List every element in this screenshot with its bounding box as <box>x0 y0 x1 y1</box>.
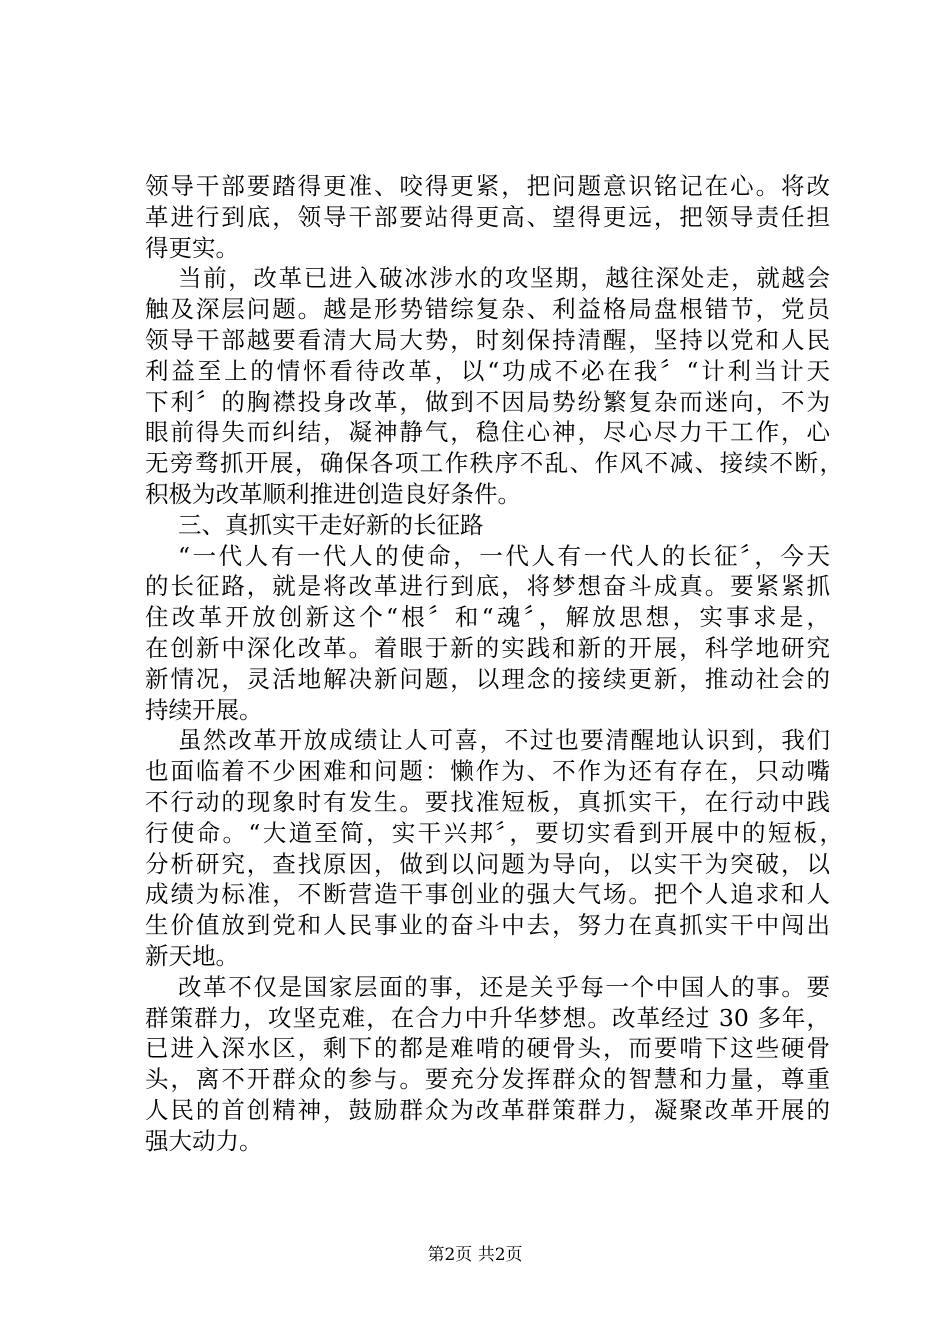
body-text-line: 强大动力。 <box>145 1126 263 1155</box>
body-text-line: 积极为改革顺利推进创造良好条件。 <box>145 479 521 508</box>
document-body <box>145 171 843 1157</box>
body-text-line: 已进入深水区，剩下的都是难啃的硬骨头，而要啃下这些硬骨 <box>145 1034 830 1063</box>
body-text-line: “一代人有一代人的使命，一代人有一代人的长征〞，今天 <box>178 541 830 570</box>
body-text-line: 的长征路，就是将改革进行到底，将梦想奋斗成真。要紧紧抓 <box>145 572 830 601</box>
body-text-line: 得更实。 <box>145 233 239 262</box>
paragraph <box>145 541 830 726</box>
body-text-line: 分析研究，查找原因，做到以问题为导向，以实干为突破，以 <box>145 849 830 878</box>
body-text-line: 持续开展。 <box>145 695 263 724</box>
body-text-line: 成绩为标准，不断营造干事创业的强大气场。把个人追求和人 <box>145 880 830 909</box>
body-text-line: 群策群力，攻坚克难，在合力中升华梦想。改革经过 30 多年， <box>145 1003 830 1032</box>
body-text-line: 新天地。 <box>145 941 239 970</box>
body-text-line: 也面临着不少困难和问题：懒作为、不作为还有存在，只动嘴 <box>145 757 830 786</box>
body-text-line: 虽然改革开放成绩让人可喜，不过也要清醒地认识到，我们 <box>178 726 830 755</box>
paragraph <box>145 972 830 1157</box>
body-text-line: 人民的首创精神，鼓励群众为改革群策群力，凝聚改革开展的 <box>145 1095 830 1124</box>
paragraph <box>145 725 843 971</box>
body-text-line: 生价值放到党和人民事业的奋斗中去，努力在真抓实干中闯出 <box>145 911 830 940</box>
body-text-line: 革进行到底，领导干部要站得更高、望得更远，把领导责任担 <box>145 202 830 231</box>
section-heading: 三、真抓实干走好新的长征路 <box>178 510 484 539</box>
page-number-footer: 第2页 共2页 <box>427 1245 523 1265</box>
body-text-line: 改革不仅是国家层面的事，还是关乎每一个中国人的事。要 <box>178 972 830 1001</box>
body-text-line: 无旁骛抓开展，确保各项工作秩序不乱、作风不减、接续不断， <box>145 449 843 478</box>
body-text-line: 头，离不开群众的参与。要充分发挥群众的智慧和力量，尊重 <box>145 1065 830 1094</box>
body-text-line: 当前，改革已进入破冰涉水的攻坚期，越往深处走，就越会 <box>178 264 830 293</box>
body-text-line: 触及深层问题。越是形势错综复杂、利益格局盘根错节，党员 <box>145 295 830 324</box>
body-text-line: 在创新中深化改革。着眼于新的实践和新的开展，科学地研究 <box>145 633 830 662</box>
body-text-line: 新情况，灵活地解决新问题，以理念的接续更新，推动社会的 <box>145 664 830 693</box>
paragraph <box>145 510 830 541</box>
body-text-line: 行使命。“大道至简，实干兴邦〞，要切实看到开展中的短板， <box>145 818 843 847</box>
body-text-line: 领导干部要踏得更准、咬得更紧，把问题意识铭记在心。将改 <box>145 172 830 200</box>
body-text-line: 下利〞的胸襟投身改革，做到不因局势纷繁复杂而迷向，不为 <box>145 387 830 416</box>
body-text-line: 领导干部越要看清大局大势，时刻保持清醒，坚持以党和人民 <box>145 325 830 354</box>
body-text-line: 住改革开放创新这个“根〞和“魂〞，解放思想，实事求是， <box>145 603 830 632</box>
paragraph <box>145 171 830 263</box>
body-text-line: 眼前得失而纠结，凝神静气，稳住心神，尽心尽力干工作，心 <box>145 418 830 447</box>
paragraph <box>145 263 843 509</box>
body-text-line: 利益至上的情怀看待改革，以“功成不必在我〞“计利当计天 <box>145 356 830 385</box>
body-text-line: 不行动的现象时有发生。要找准短板，真抓实干，在行动中践 <box>145 787 830 816</box>
